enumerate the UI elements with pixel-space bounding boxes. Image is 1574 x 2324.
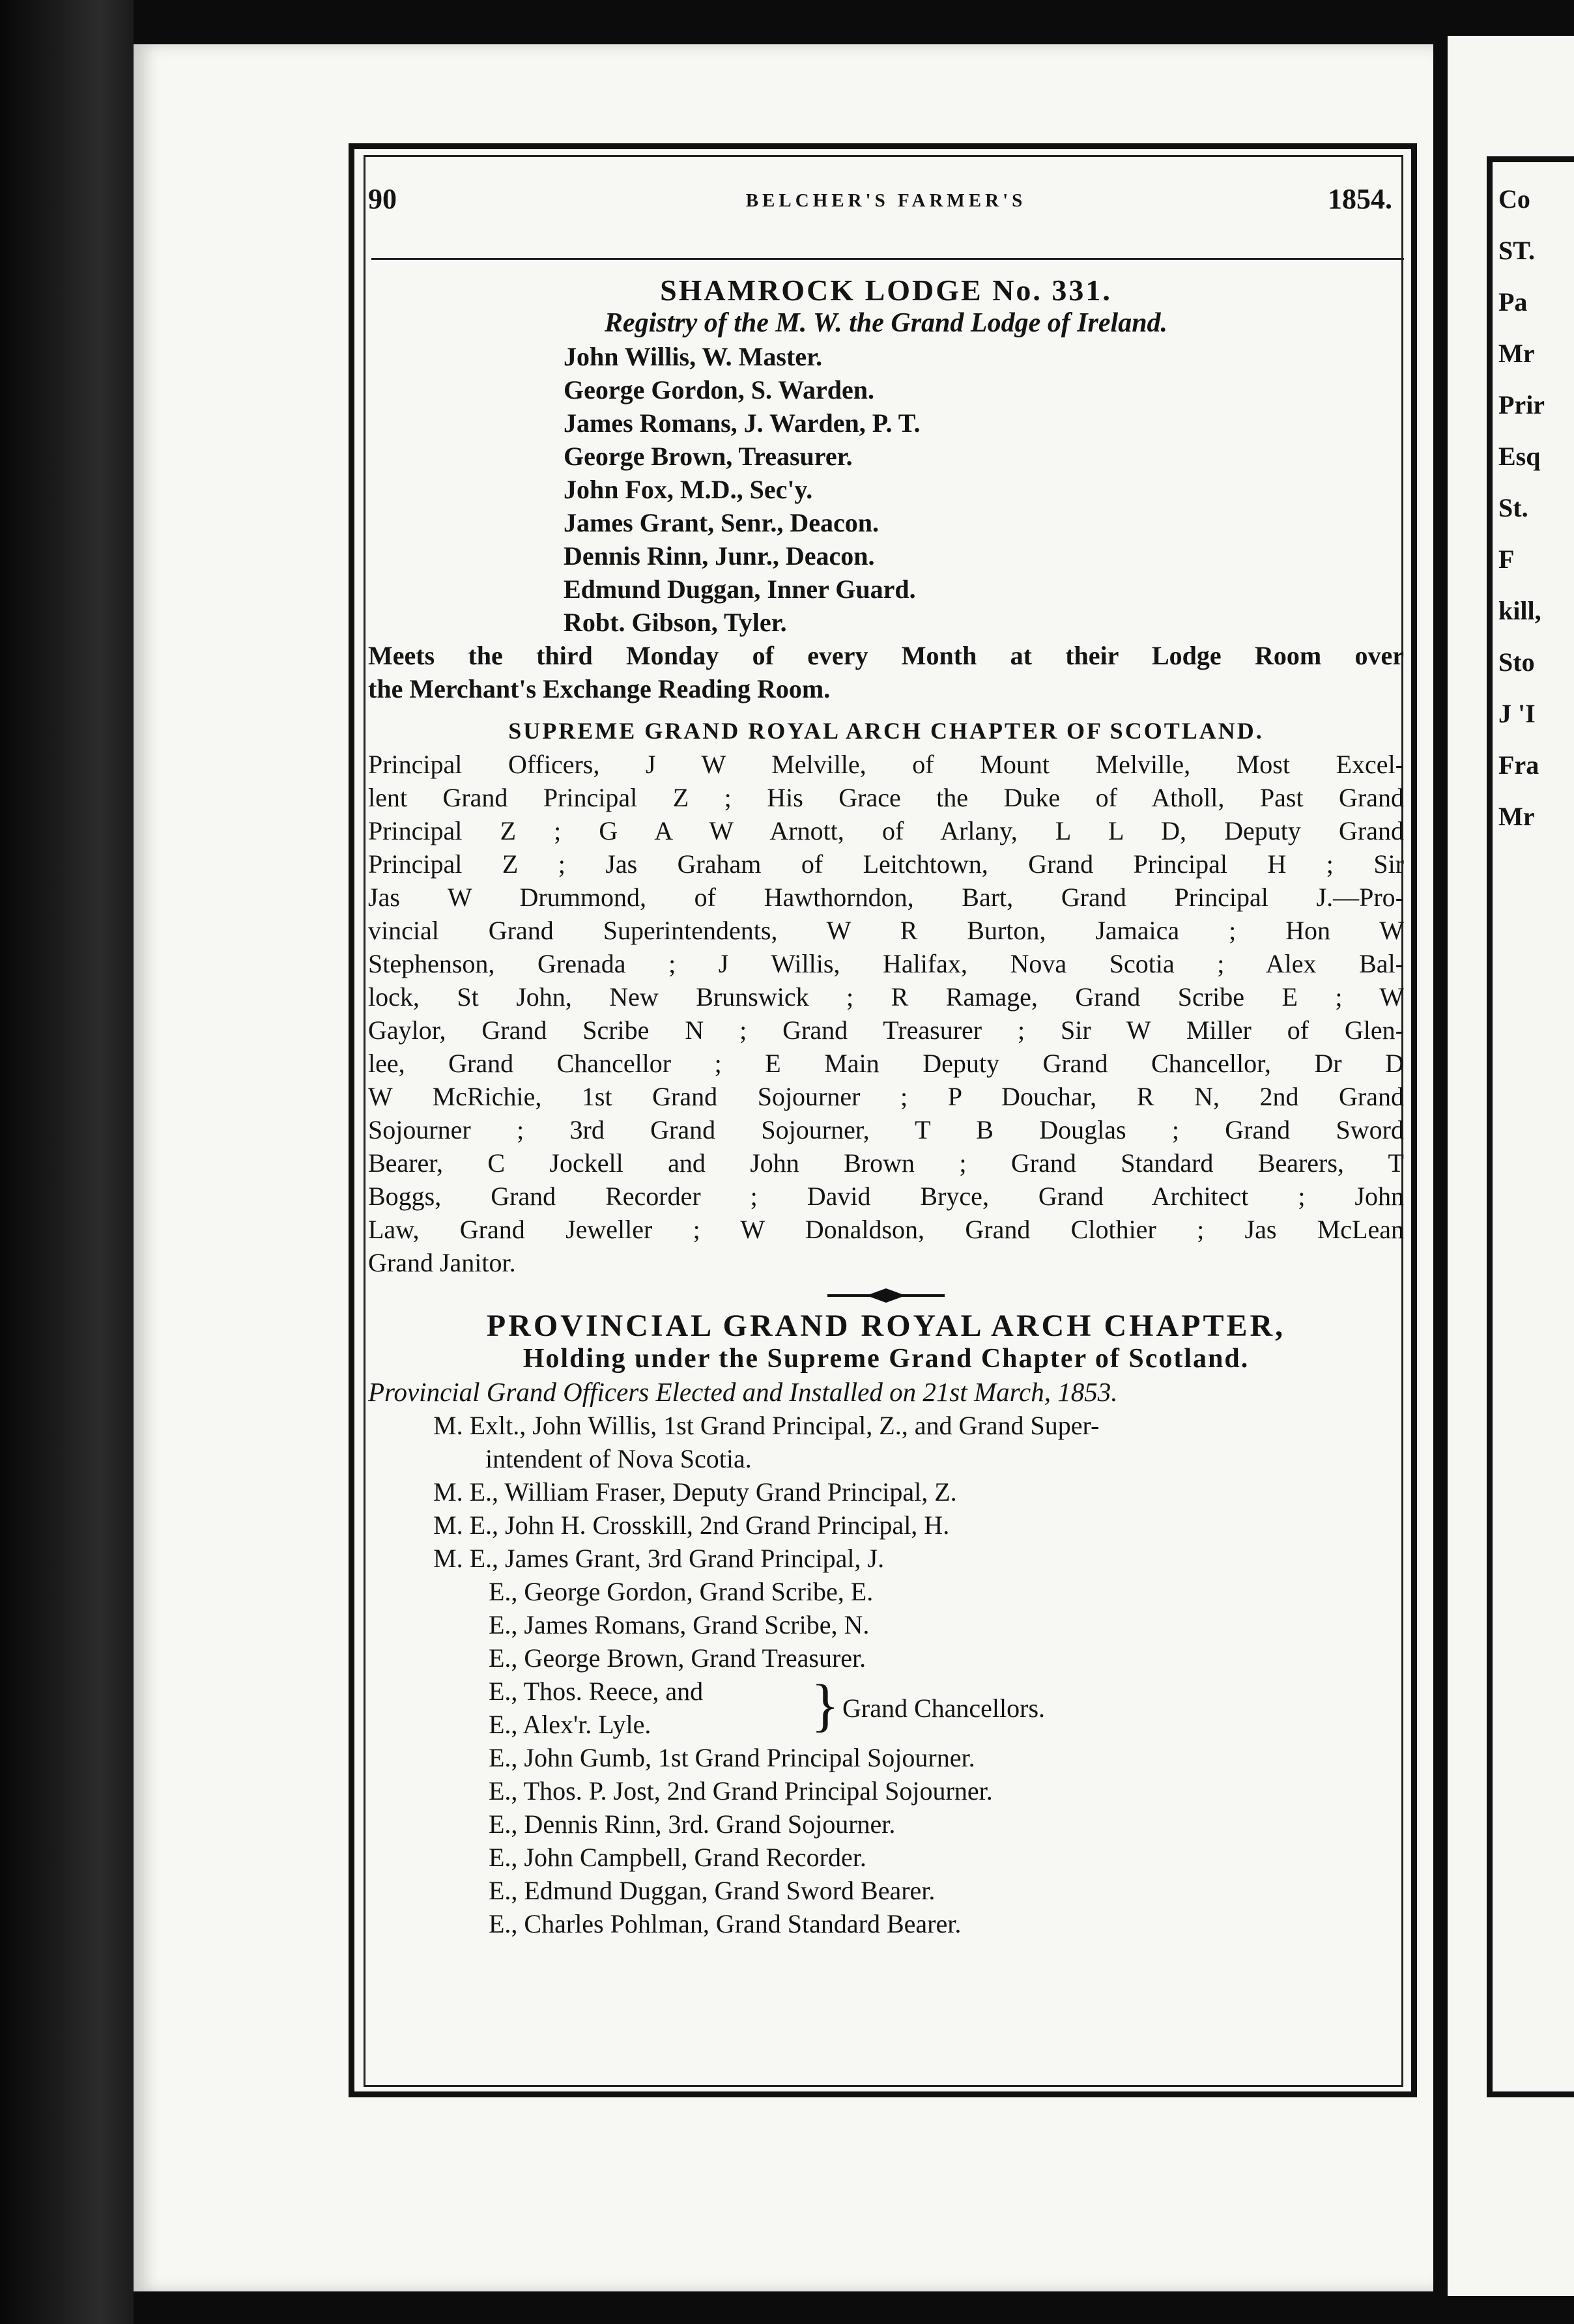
- supreme-text-line: Grand Janitor.: [368, 1248, 516, 1277]
- shamrock-title: SHAMROCK LODGE No. 331.: [660, 274, 1112, 307]
- supreme-text-line: Stephenson, Grenada ; J Willis, Halifax, Nova Scotia ; Alex Bal-: [368, 949, 1404, 978]
- provincial-elected-line: Provincial Grand Officers Elected and Installed on 21st March, 1853.: [368, 1377, 1118, 1407]
- supreme-text-line: Jas W Drummond, of Hawthorndon, Bart, Grand Principal J.—Pro-: [368, 883, 1404, 912]
- lodge-officer: James Grant, Senr., Deacon.: [564, 508, 880, 537]
- provincial-officer: E., Edmund Duggan, Grand Sword Bearer.: [489, 1876, 936, 1905]
- book-spine: [0, 0, 134, 2324]
- provincial-officers: [368, 1575, 1404, 1675]
- provincial-officer: M. E., William Fraser, Deputy Grand Principal, Z.: [433, 1477, 957, 1507]
- facing-page-fragment: ST.: [1498, 236, 1535, 265]
- supreme-text-line: Law, Grand Jeweller ; W Donaldson, Grand Clothier ; Jas McLean: [368, 1215, 1404, 1244]
- chancellor-names: [489, 1675, 703, 1741]
- provincial-officer: M. E., James Grant, 3rd Grand Principal, J.: [433, 1544, 885, 1573]
- facing-page-fragment: Sto: [1498, 647, 1535, 677]
- lodge-officer: Dennis Rinn, Junr., Deacon.: [564, 541, 875, 571]
- running-title: BELCHER'S FARMER'S: [745, 190, 1027, 211]
- provincial-subtitle: Holding under the Supreme Grand Chapter of Scotland.: [522, 1344, 1250, 1374]
- chancellors-group: [368, 1675, 1404, 1741]
- shamrock-meeting-note: [368, 639, 1404, 705]
- section-ornament: [827, 1288, 945, 1303]
- meeting-line: Meets the third Monday of every Month at their Lodge Room over: [368, 641, 1404, 670]
- supreme-officers-text: [368, 748, 1404, 1279]
- header-rule: [371, 258, 1404, 260]
- facing-page-fragment: Pa: [1498, 287, 1528, 317]
- facing-page-fragments: [1498, 182, 1574, 851]
- provincial-officer: E., John Campbell, Grand Recorder.: [489, 1843, 866, 1872]
- facing-page-fragment: Fra: [1498, 750, 1539, 780]
- lodge-officer: George Gordon, S. Warden.: [564, 375, 875, 404]
- provincial-title: PROVINCIAL GRAND ROYAL ARCH CHAPTER,: [486, 1309, 1286, 1343]
- supreme-text-line: lock, St John, New Brunswick ; R Ramage, Grand Scribe E ; W: [368, 982, 1404, 1012]
- provincial-officer: intendent of Nova Scotia.: [485, 1444, 752, 1473]
- facing-page-fragment: F: [1498, 545, 1515, 574]
- provincial-officer: E., George Brown, Grand Treasurer.: [489, 1643, 866, 1673]
- provincial-officer: E., George Gordon, Grand Scribe, E.: [489, 1577, 874, 1606]
- facing-page-fragment: Prir: [1498, 390, 1545, 419]
- provincial-officer: E., Dennis Rinn, 3rd. Grand Sojourner.: [489, 1809, 896, 1839]
- lodge-officer: Robt. Gibson, Tyler.: [564, 608, 787, 637]
- facing-page-fragment: J 'I: [1498, 699, 1536, 728]
- meeting-line: the Merchant's Exchange Reading Room.: [368, 674, 831, 703]
- lodge-officer: John Fox, M.D., Sec'y.: [564, 475, 813, 504]
- page-content: [368, 274, 1404, 1940]
- supreme-title: SUPREME GRAND ROYAL ARCH CHAPTER OF SCOTLAND.: [508, 718, 1264, 744]
- supreme-text-line: lent Grand Principal Z ; His Grace the Duke of Atholl, Past Grand: [368, 783, 1404, 812]
- lodge-officer: James Romans, J. Warden, P. T.: [564, 408, 921, 438]
- provincial-officer: M. Exlt., John Willis, 1st Grand Principal, Z., and Grand Super-: [433, 1411, 1100, 1440]
- supreme-text-line: W McRichie, 1st Grand Sojourner ; P Douchar, R N, 2nd Grand: [368, 1082, 1404, 1111]
- facing-page-fragment: Co: [1498, 184, 1530, 214]
- shamrock-section: [368, 274, 1404, 705]
- shamrock-officers: [368, 340, 1404, 639]
- provincial-junior-officers: [368, 1741, 1404, 1940]
- supreme-text-line: Principal Z ; G A W Arnott, of Arlany, L L D, Deputy Grand: [368, 816, 1404, 845]
- provincial-section: [368, 1309, 1404, 1940]
- page-number: 90: [368, 183, 397, 215]
- supreme-text-line: Sojourner ; 3rd Grand Sojourner, T B Douglas ; Grand Sword: [368, 1115, 1404, 1144]
- lodge-officer: George Brown, Treasurer.: [564, 442, 853, 471]
- shamrock-subtitle: Registry of the M. W. the Grand Lodge of Ireland.: [604, 308, 1168, 338]
- provincial-officer: M. E., John H. Crosskill, 2nd Grand Principal, H.: [433, 1510, 950, 1540]
- supreme-section: [368, 715, 1404, 1279]
- provincial-officer: E., Thos. P. Jost, 2nd Grand Principal Sojourner.: [489, 1776, 993, 1806]
- lodge-officer: Edmund Duggan, Inner Guard.: [564, 574, 916, 604]
- facing-page-fragment: Mr: [1498, 339, 1535, 368]
- page-year: 1854.: [1328, 183, 1392, 215]
- chancellors-label: Grand Chancellors.: [842, 1693, 1046, 1723]
- supreme-text-line: vincial Grand Superintendents, W R Burton, Jamaica ; Hon W: [368, 916, 1404, 945]
- supreme-text-line: lee, Grand Chancellor ; E Main Deputy Grand Chancellor, Dr D: [368, 1049, 1404, 1078]
- supreme-text-line: Principal Officers, J W Melville, of Mount Melville, Most Excel-: [368, 750, 1404, 779]
- supreme-text-line: Boggs, Grand Recorder ; David Bryce, Grand Architect ; John: [368, 1182, 1404, 1211]
- provincial-officer: E., James Romans, Grand Scribe, N.: [489, 1610, 870, 1639]
- chancellor-name: E., Alex'r. Lyle.: [489, 1710, 651, 1739]
- supreme-text-line: Bearer, C Jockell and John Brown ; Grand Standard Bearers, T: [368, 1148, 1404, 1178]
- provincial-officer: E., Charles Pohlman, Grand Standard Bearer.: [489, 1909, 962, 1938]
- supreme-text-line: Principal Z ; Jas Graham of Leitchtown, Grand Principal H ; Sir: [368, 849, 1404, 879]
- facing-page-fragment: Esq: [1498, 442, 1541, 471]
- facing-page-fragment: Mr: [1498, 802, 1535, 831]
- running-head: [368, 182, 1404, 228]
- chancellor-name: E., Thos. Reece, and: [489, 1677, 704, 1706]
- provincial-officer: E., John Gumb, 1st Grand Principal Sojourner.: [489, 1743, 975, 1772]
- supreme-text-line: Gaylor, Grand Scribe N ; Grand Treasurer ; Sir W Miller of Glen-: [368, 1015, 1404, 1045]
- facing-page-fragment: St.: [1498, 493, 1528, 522]
- provincial-senior-officers: [368, 1409, 1404, 1575]
- lodge-officer: John Willis, W. Master.: [564, 342, 823, 371]
- facing-page-fragment: kill,: [1498, 596, 1541, 625]
- brace-symbol: }: [811, 1673, 840, 1738]
